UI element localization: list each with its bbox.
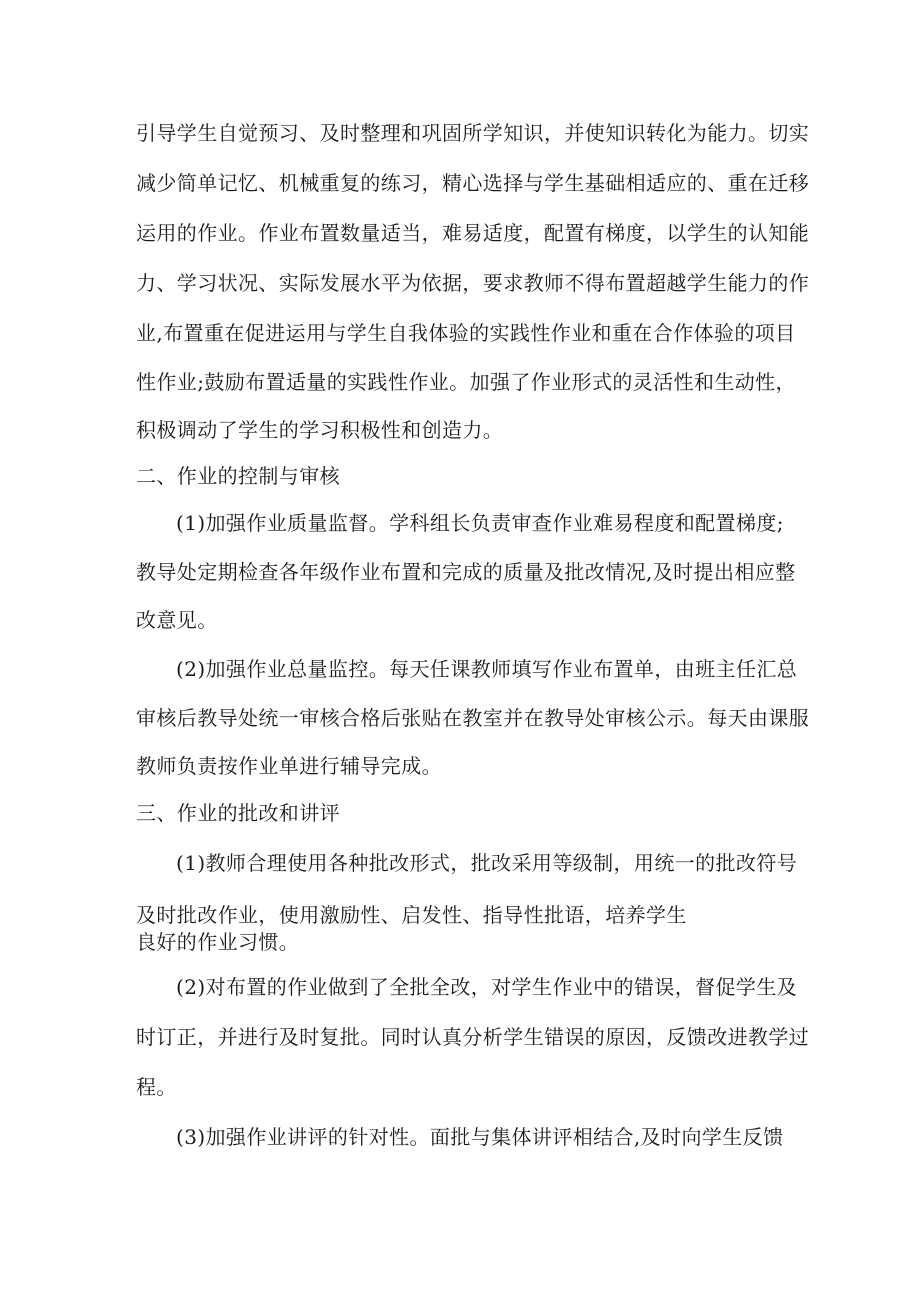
paragraph-line: (2)加强作业总量监控。每天任课教师填写作业布置单，由班主任汇总 xyxy=(176,657,798,681)
paragraph-line: 积极调动了学生的学习积极性和创造力。 xyxy=(136,418,504,442)
paragraph-line: 性作业;鼓励布置适量的实践性作业。加强了作业形式的灵活性和生动性， xyxy=(136,370,796,394)
paragraph-line: (1)教师合理使用各种批改形式，批改采用等级制，用统一的批改符号 xyxy=(176,851,798,875)
paragraph-line: (3)加强作业讲评的针对性。面批与集体讲评相结合,及时向学生反馈 xyxy=(176,1125,784,1149)
paragraph-line: 审核后教导处统一审核合格后张贴在教室并在教导处审核公示。每天由课服 xyxy=(136,706,810,730)
paragraph-line: 及时批改作业，使用激励性、启发性、指导性批语，培养学生 xyxy=(136,903,687,927)
paragraph-line: 程。 xyxy=(136,1075,177,1099)
paragraph-line: 教导处定期检查各年级作业布置和完成的质量及批改情况,及时提出相应整 xyxy=(136,560,796,584)
paragraph-line: (2)对布置的作业做到了全批全改，对学生作业中的错误，督促学生及 xyxy=(176,975,798,999)
paragraph-line: 良好的作业习惯。 xyxy=(136,930,300,954)
paragraph-line: 引导学生自觉预习、及时整理和巩固所学知识，并使知识转化为能力。切实 xyxy=(136,121,810,145)
paragraph-line: 力、学习状况、实际发展水平为依据，要求教师不得布置超越学生能力的作 xyxy=(136,271,810,295)
section-heading: 三、作业的批改和讲评 xyxy=(136,801,340,825)
paragraph-line: (1)加强作业质量监督。学科组长负责审查作业难易程度和配置梯度; xyxy=(176,511,784,535)
paragraph-line: 减少简单记忆、机械重复的练习，精心选择与学生基础相适应的、重在迁移 xyxy=(136,171,810,195)
section-heading: 二、作业的控制与审核 xyxy=(136,464,340,488)
paragraph-line: 时订正，并进行及时复批。同时认真分析学生错误的原因，反馈改进教学过 xyxy=(136,1025,810,1049)
paragraph-line: 业,布置重在促进运用与学生自我体验的实践性作业和重在合作体验的项目 xyxy=(136,321,796,345)
paragraph-line: 改意见。 xyxy=(136,608,218,632)
paragraph-line: 教师负责按作业单进行辅导完成。 xyxy=(136,754,442,778)
paragraph-line: 运用的作业。作业布置数量适当，难易适度，配置有梯度，以学生的认知能 xyxy=(136,221,810,245)
